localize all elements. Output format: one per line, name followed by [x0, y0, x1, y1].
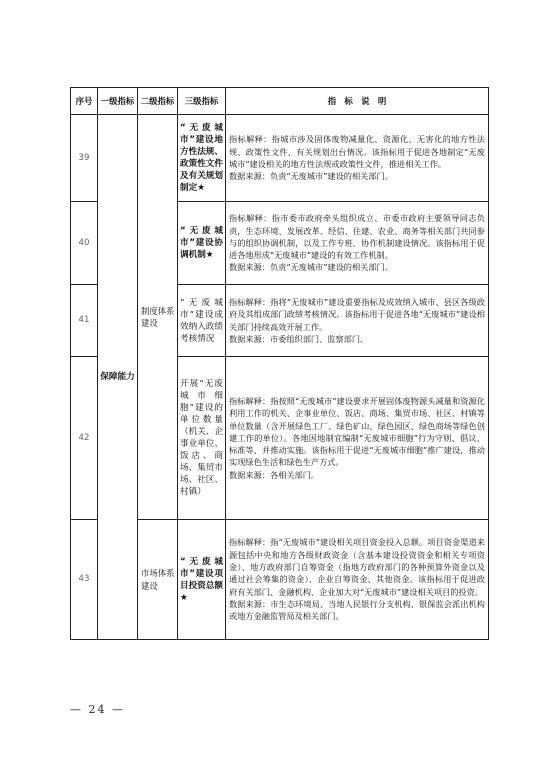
- level2-cell-institution: 制度体系建设: [138, 115, 178, 520]
- row-seq: 40: [71, 202, 98, 285]
- level1-cell: 保障能力: [98, 115, 138, 640]
- data-source: 数据来源：负责“无废城市”建设的相关部门。: [229, 171, 393, 182]
- level3-cell: “无废城市”建设地方性法规、政策性文件及有关规划制定★: [178, 115, 226, 202]
- level3-cell: 开展“无废城市细胞”建设的单位数量（机关、企事业单位、饭店、商场、集贸市场、社区、村镇）: [178, 357, 226, 520]
- row-seq: 42: [71, 357, 98, 520]
- data-source: 数据来源：负责“无废城市”建设的相关部门。: [229, 262, 393, 273]
- description-cell: [226, 520, 489, 640]
- indicator-explanation: 指标解释：指市委市政府牵头组织成立、市委市政府主要领导同志负责，生态环境、发展改革、经信、住建、农业、商务等相关部门共同参与的组织协调机制，以及工作专班、协作机制建设情况。该指标用于促进各地形成“无废城市”建设的有效工作机制。: [229, 213, 485, 261]
- header-level1: 一级指标: [98, 88, 138, 115]
- row-seq: 43: [71, 520, 98, 640]
- description-cell: [226, 357, 489, 520]
- header-description: 指 标 说 明: [226, 88, 489, 115]
- indicator-explanation: 指标解释：指城市涉及固体废物减量化、资源化、无害化的地方性法规、政策性文件、有关规划出台情况。该指标用于促进各地制定“无废城市”建设相关的地方性法规或政策性文件，推进相关工作。: [229, 134, 485, 169]
- page-number: — 24 —: [70, 703, 125, 716]
- header-level2: 二级指标: [138, 88, 178, 115]
- header-level3: 三级指标: [178, 88, 226, 115]
- indicator-explanation: 指标解释：指“无废城市”建设相关项目资金投入总额。项目资金渠道来源包括中央和地方各级财政资金（含基本建设投资资金和相关专项资金）、地方政府部门自筹资金（指地方政府部门的各种预算外资金以及通过社会筹集的资金）、企业自筹资金、其他资金。该指标用于促进政府有关部门、金融机构、企业加大对“无废城市”建设相关项目的投资。: [229, 537, 485, 597]
- indicator-explanation: 指标解释：指将“无废城市”建设重要指标及成效纳入城市、县区各级政府及其组成部门政绩考核情况。该指标用于促进各地“无废城市”建设相关部门持续高效开展工作。: [229, 296, 485, 332]
- header-seq: 序号: [71, 88, 98, 115]
- description-cell: [226, 115, 489, 202]
- row-seq: 39: [71, 115, 98, 202]
- data-source: 数据来源：市生态环境局、当地人民银行分支机构、银保监会派出机构或地方金融监管局及相关部门。: [229, 598, 485, 622]
- table-row: [71, 115, 489, 202]
- indicator-table: [70, 87, 489, 640]
- row-seq: 41: [71, 285, 98, 357]
- description-cell: [226, 202, 489, 285]
- description-cell: [226, 285, 489, 357]
- level2-cell-market: 市场体系建设: [138, 520, 178, 640]
- level3-cell: “无废城市”建设协调机制★: [178, 202, 226, 285]
- table-header-row: [71, 88, 489, 115]
- level3-cell: “无废城市”建设项目投资总额★: [178, 520, 226, 640]
- data-source: 数据来源：市委组织部门、监察部门。: [229, 333, 369, 344]
- indicator-explanation: 指标解释：指按照“无废城市”建设要求开展固体废物源头减量和资源化利用工作的机关、企事业单位、饭店、商场、集贸市场、社区、村镇等单位数量（含开展绿色工厂、绿色矿山、绿色园区、绿色商场等绿色创建工作的单位）。各地因地制宜编制“无废城市细胞”行为守则、倡议、标准等，并推动实施。该指标用于促进“无废城市细胞”推广建设，推动实现绿色生活和绿色生产方式。: [229, 395, 485, 468]
- level3-cell: “无废城市”建设成效纳入政绩考核情况: [178, 285, 226, 357]
- data-source: 数据来源：各相关部门。: [229, 469, 320, 480]
